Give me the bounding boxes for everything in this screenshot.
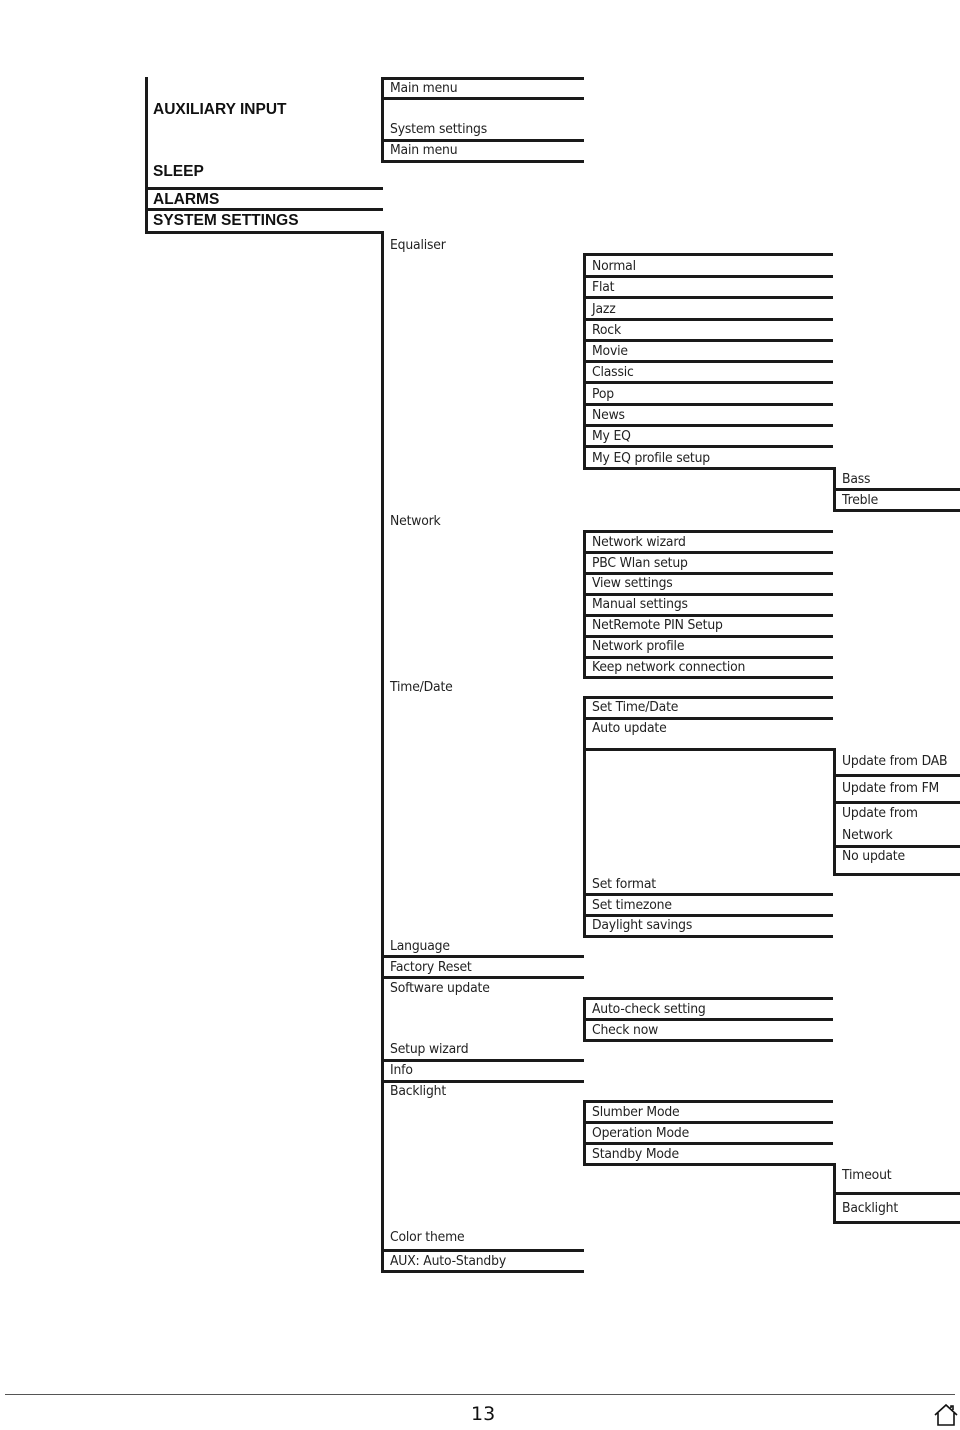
equaliser-item: Equaliser — [390, 237, 446, 253]
rule — [583, 339, 833, 342]
page-number: 13 — [471, 1403, 496, 1425]
eq-option: Classic — [592, 364, 634, 380]
rule — [583, 381, 833, 384]
rule — [833, 509, 960, 512]
rule — [583, 296, 833, 299]
language-item: Language — [390, 938, 450, 954]
menu-auxiliary-input: AUXILIARY INPUT — [153, 101, 287, 118]
software-option: Check now — [592, 1022, 659, 1038]
rule — [583, 997, 833, 1000]
rule — [583, 551, 833, 554]
rule — [583, 748, 833, 751]
main-menu-item-2: Main menu — [390, 142, 458, 158]
auto-update-none: No update — [842, 848, 905, 864]
eq-option: Rock — [592, 322, 621, 338]
network-option: Network wizard — [592, 534, 686, 550]
rule — [145, 208, 383, 211]
rule — [583, 467, 833, 470]
auto-update-fm: Update from FM — [842, 780, 940, 796]
home-icon[interactable] — [933, 1403, 959, 1427]
time-format-option: Set format — [592, 876, 656, 892]
rule — [583, 1039, 833, 1042]
rule — [833, 873, 960, 876]
menu-system-settings: SYSTEM SETTINGS — [153, 212, 299, 229]
auto-update-network-line1: Update from — [842, 805, 918, 821]
network-option: NetRemote PIN Setup — [592, 617, 723, 633]
time-option: Set Time/Date — [592, 699, 679, 715]
rule — [381, 160, 584, 163]
time-format-option: Daylight savings — [592, 917, 693, 933]
network-option: View settings — [592, 575, 673, 591]
rule — [381, 97, 584, 100]
rule — [381, 976, 584, 979]
rule — [583, 275, 833, 278]
rule — [583, 445, 833, 448]
auto-update-network-line2: Network — [842, 827, 893, 843]
rule — [145, 187, 383, 190]
eq-profile-option: Treble — [842, 492, 879, 508]
rule — [583, 360, 833, 363]
col4-update-connector — [833, 748, 836, 875]
rule — [583, 1163, 833, 1166]
rule — [583, 253, 833, 256]
aux-auto-standby-item: AUX: Auto-Standby — [390, 1253, 507, 1269]
info-item: Info — [390, 1062, 413, 1078]
eq-option: Normal — [592, 258, 636, 274]
rule — [583, 935, 833, 938]
rule — [381, 1249, 584, 1252]
rule — [833, 801, 960, 804]
rule — [583, 530, 833, 533]
network-option: Keep network connection — [592, 659, 746, 675]
eq-option: My EQ — [592, 428, 631, 444]
time-format-option: Set timezone — [592, 897, 672, 913]
software-update-item: Software update — [390, 980, 490, 996]
col3-backlight-connector — [583, 1100, 586, 1165]
rule — [833, 774, 960, 777]
rule — [583, 318, 833, 321]
rule — [583, 403, 833, 406]
rule — [381, 1270, 584, 1273]
rule — [583, 1100, 833, 1103]
factory-reset-item: Factory Reset — [390, 959, 472, 975]
rule — [833, 1192, 960, 1195]
rule — [583, 676, 833, 679]
footer-divider — [5, 1394, 955, 1395]
col2-connector-main — [381, 231, 384, 1273]
eq-option: Movie — [592, 343, 628, 359]
col2-connector-top — [381, 77, 384, 161]
backlight-level: Backlight — [842, 1200, 899, 1216]
rule — [583, 1142, 833, 1145]
eq-option: My EQ profile setup — [592, 450, 711, 466]
color-theme-item: Color theme — [390, 1229, 465, 1245]
rule — [833, 1221, 960, 1224]
time-option: Auto update — [592, 720, 667, 736]
rule — [833, 488, 960, 491]
setup-wizard-item: Setup wizard — [390, 1041, 469, 1057]
rule — [583, 1121, 833, 1124]
backlight-item: Backlight — [390, 1083, 447, 1099]
system-settings-item: System settings — [390, 121, 488, 137]
rule — [381, 955, 584, 958]
backlight-timeout: Timeout — [842, 1167, 892, 1183]
auto-update-dab: Update from DAB — [842, 753, 948, 769]
backlight-option: Operation Mode — [592, 1125, 690, 1141]
eq-option: Jazz — [592, 301, 616, 317]
menu-sleep: SLEEP — [153, 163, 204, 180]
network-option: Network profile — [592, 638, 685, 654]
software-option: Auto-check setting — [592, 1001, 706, 1017]
eq-profile-option: Bass — [842, 471, 871, 487]
rule — [145, 231, 383, 234]
network-item: Network — [390, 513, 441, 529]
rule — [583, 424, 833, 427]
eq-option: News — [592, 407, 625, 423]
eq-option: Pop — [592, 386, 614, 402]
network-option: Manual settings — [592, 596, 688, 612]
backlight-option: Slumber Mode — [592, 1104, 680, 1120]
time-date-item: Time/Date — [390, 679, 453, 695]
menu-alarms: ALARMS — [153, 191, 220, 208]
eq-option: Flat — [592, 279, 615, 295]
backlight-option: Standby Mode — [592, 1146, 679, 1162]
rule — [583, 1018, 833, 1021]
main-menu-item: Main menu — [390, 80, 458, 96]
rule — [583, 893, 833, 896]
network-option: PBC Wlan setup — [592, 555, 688, 571]
col3-time-connector — [583, 696, 586, 938]
